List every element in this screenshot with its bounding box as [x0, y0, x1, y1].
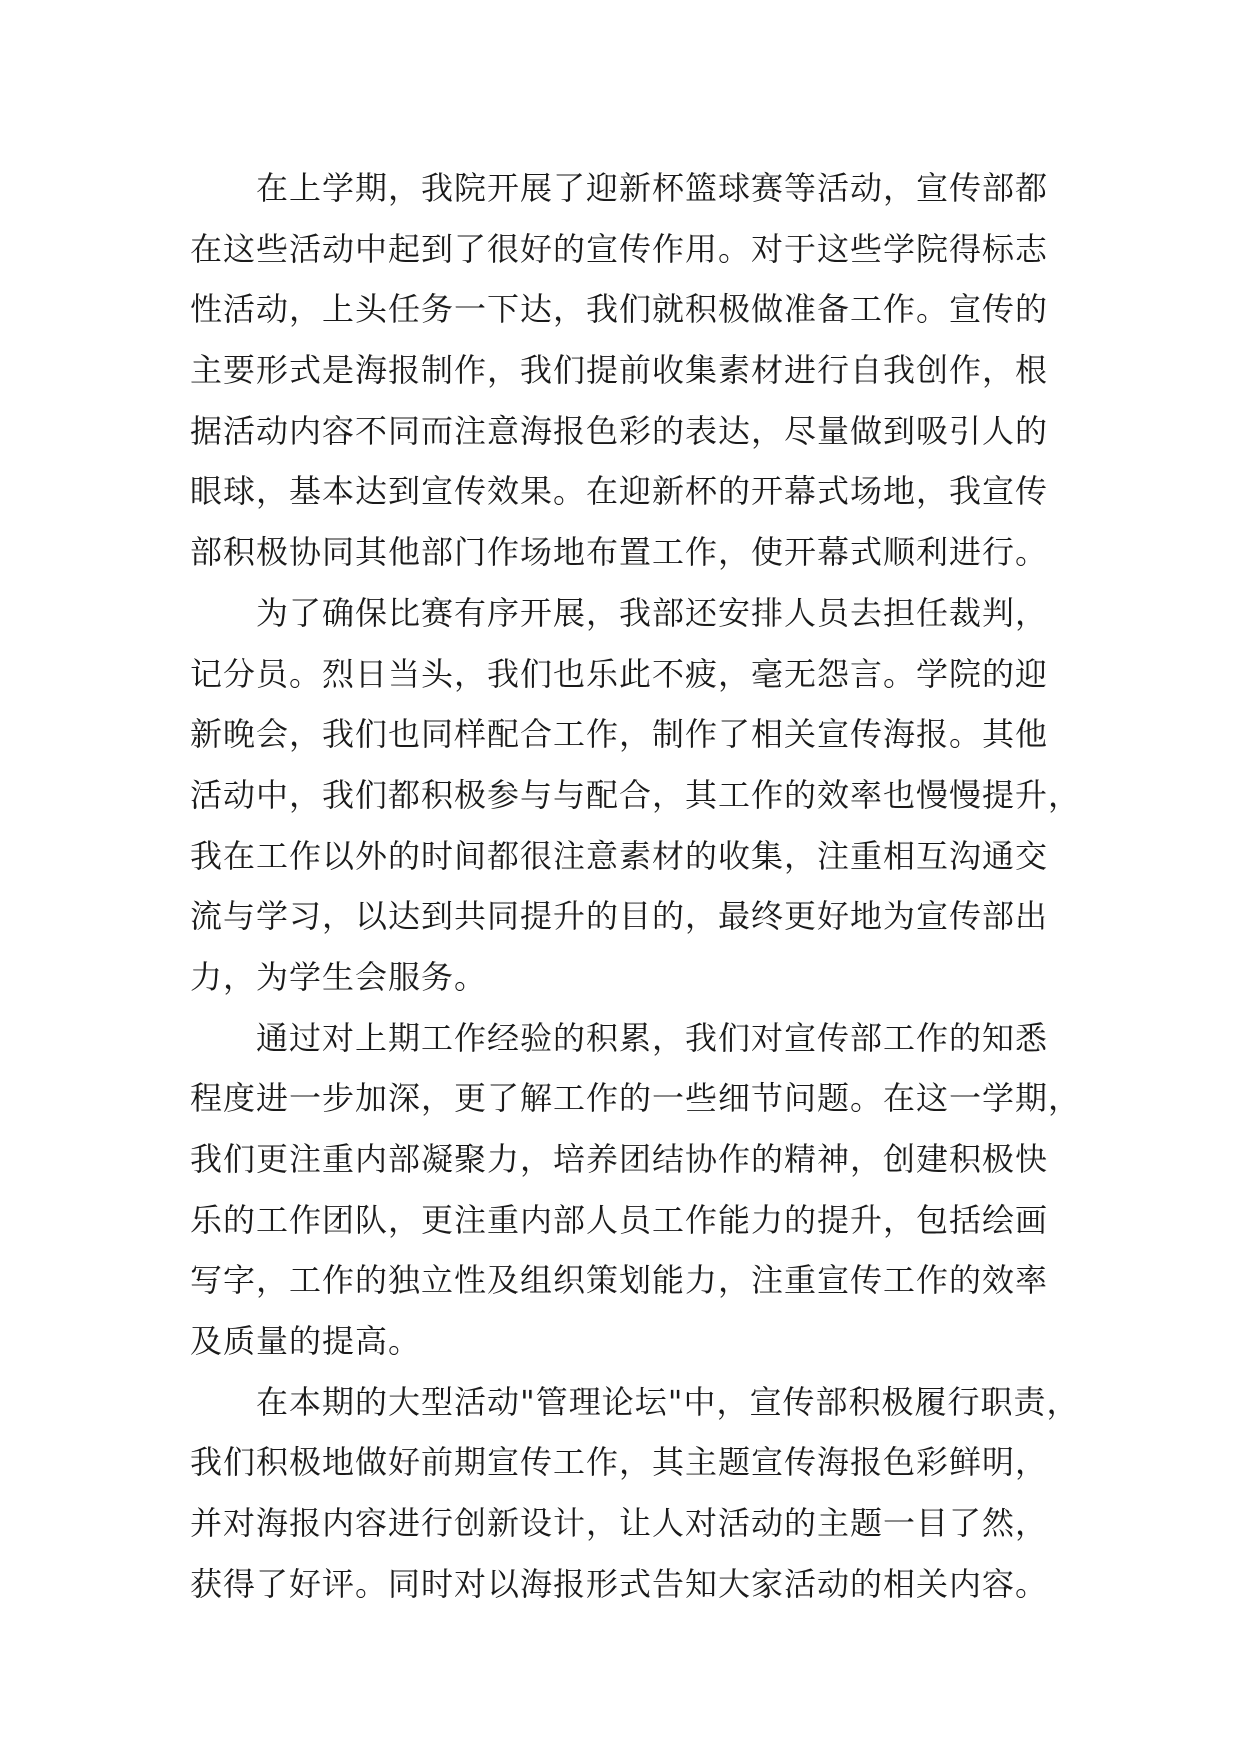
document-body: [190, 158, 1082, 1615]
paragraph-4-line-4: 获得了好评。同时对以海报形式告知大家活动的相关内容。: [190, 1564, 1049, 1603]
paragraph-4-line-2: 我们积极地做好前期宣传工作，其主题宣传海报色彩鲜明，: [190, 1443, 1049, 1482]
paragraph-2-line-4: 活动中，我们都积极参与与配合，其工作的效率也慢慢提升，: [190, 775, 1082, 814]
paragraph-3-line-4: 乐的工作团队，更注重内部人员工作能力的提升，包括绘画: [190, 1200, 1049, 1239]
paragraph-4-line-1: 在本期的大型活动"管理论坛"中，宣传部积极履行职责，: [256, 1382, 1080, 1421]
paragraph-2-line-5: 我在工作以外的时间都很注意素材的收集，注重相互沟通交: [190, 836, 1049, 875]
paragraph-3-line-1: 通过对上期工作经验的积累，我们对宣传部工作的知悉: [256, 1018, 1049, 1057]
paragraph-1-line-4: 主要形式是海报制作，我们提前收集素材进行自我创作，根: [190, 351, 1049, 390]
paragraph-2-line-1: 为了确保比赛有序开展，我部还安排人员去担任裁判，: [256, 593, 1049, 632]
paragraph-3-line-3: 我们更注重内部凝聚力，培养团结协作的精神，创建积极快: [190, 1140, 1049, 1178]
paragraph-3-line-5: 写字，工作的独立性及组织策划能力，注重宣传工作的效率: [190, 1261, 1049, 1300]
paragraph-1-line-3: 性活动，上头任务一下达，我们就积极做准备工作。宣传的: [190, 290, 1049, 329]
paragraph-3-line-2: 程度进一步加深，更了解工作的一些细节问题。在这一学期，: [190, 1079, 1082, 1118]
paragraph-2-line-6: 流与学习，以达到共同提升的目的，最终更好地为宣传部出: [190, 897, 1049, 936]
paragraph-1-line-1: 在上学期，我院开展了迎新杯篮球赛等活动，宣传部都: [256, 169, 1049, 207]
paragraph-3-line-6: 及质量的提高。: [190, 1322, 422, 1361]
paragraph-2-line-7: 力，为学生会服务。: [190, 957, 488, 996]
paragraph-1-line-2: 在这些活动中起到了很好的宣传作用。对于这些学院得标志: [190, 229, 1049, 268]
paragraph-1-line-5: 据活动内容不同而注意海报色彩的表达，尽量做到吸引人的: [190, 411, 1049, 450]
paragraph-1-line-7: 部积极协同其他部门作场地布置工作，使开幕式顺利进行。: [190, 533, 1049, 572]
paragraph-2-line-2: 记分员。烈日当头，我们也乐此不疲，毫无怨言。学院的迎: [190, 654, 1049, 693]
paragraph-2-line-3: 新晚会，我们也同样配合工作，制作了相关宣传海报。其他: [190, 715, 1049, 754]
paragraph-1-line-6: 眼球，基本达到宣传效果。在迎新杯的开幕式场地，我宣传: [190, 472, 1049, 511]
paragraph-4-line-3: 并对海报内容进行创新设计，让人对活动的主题一目了然，: [190, 1504, 1049, 1543]
